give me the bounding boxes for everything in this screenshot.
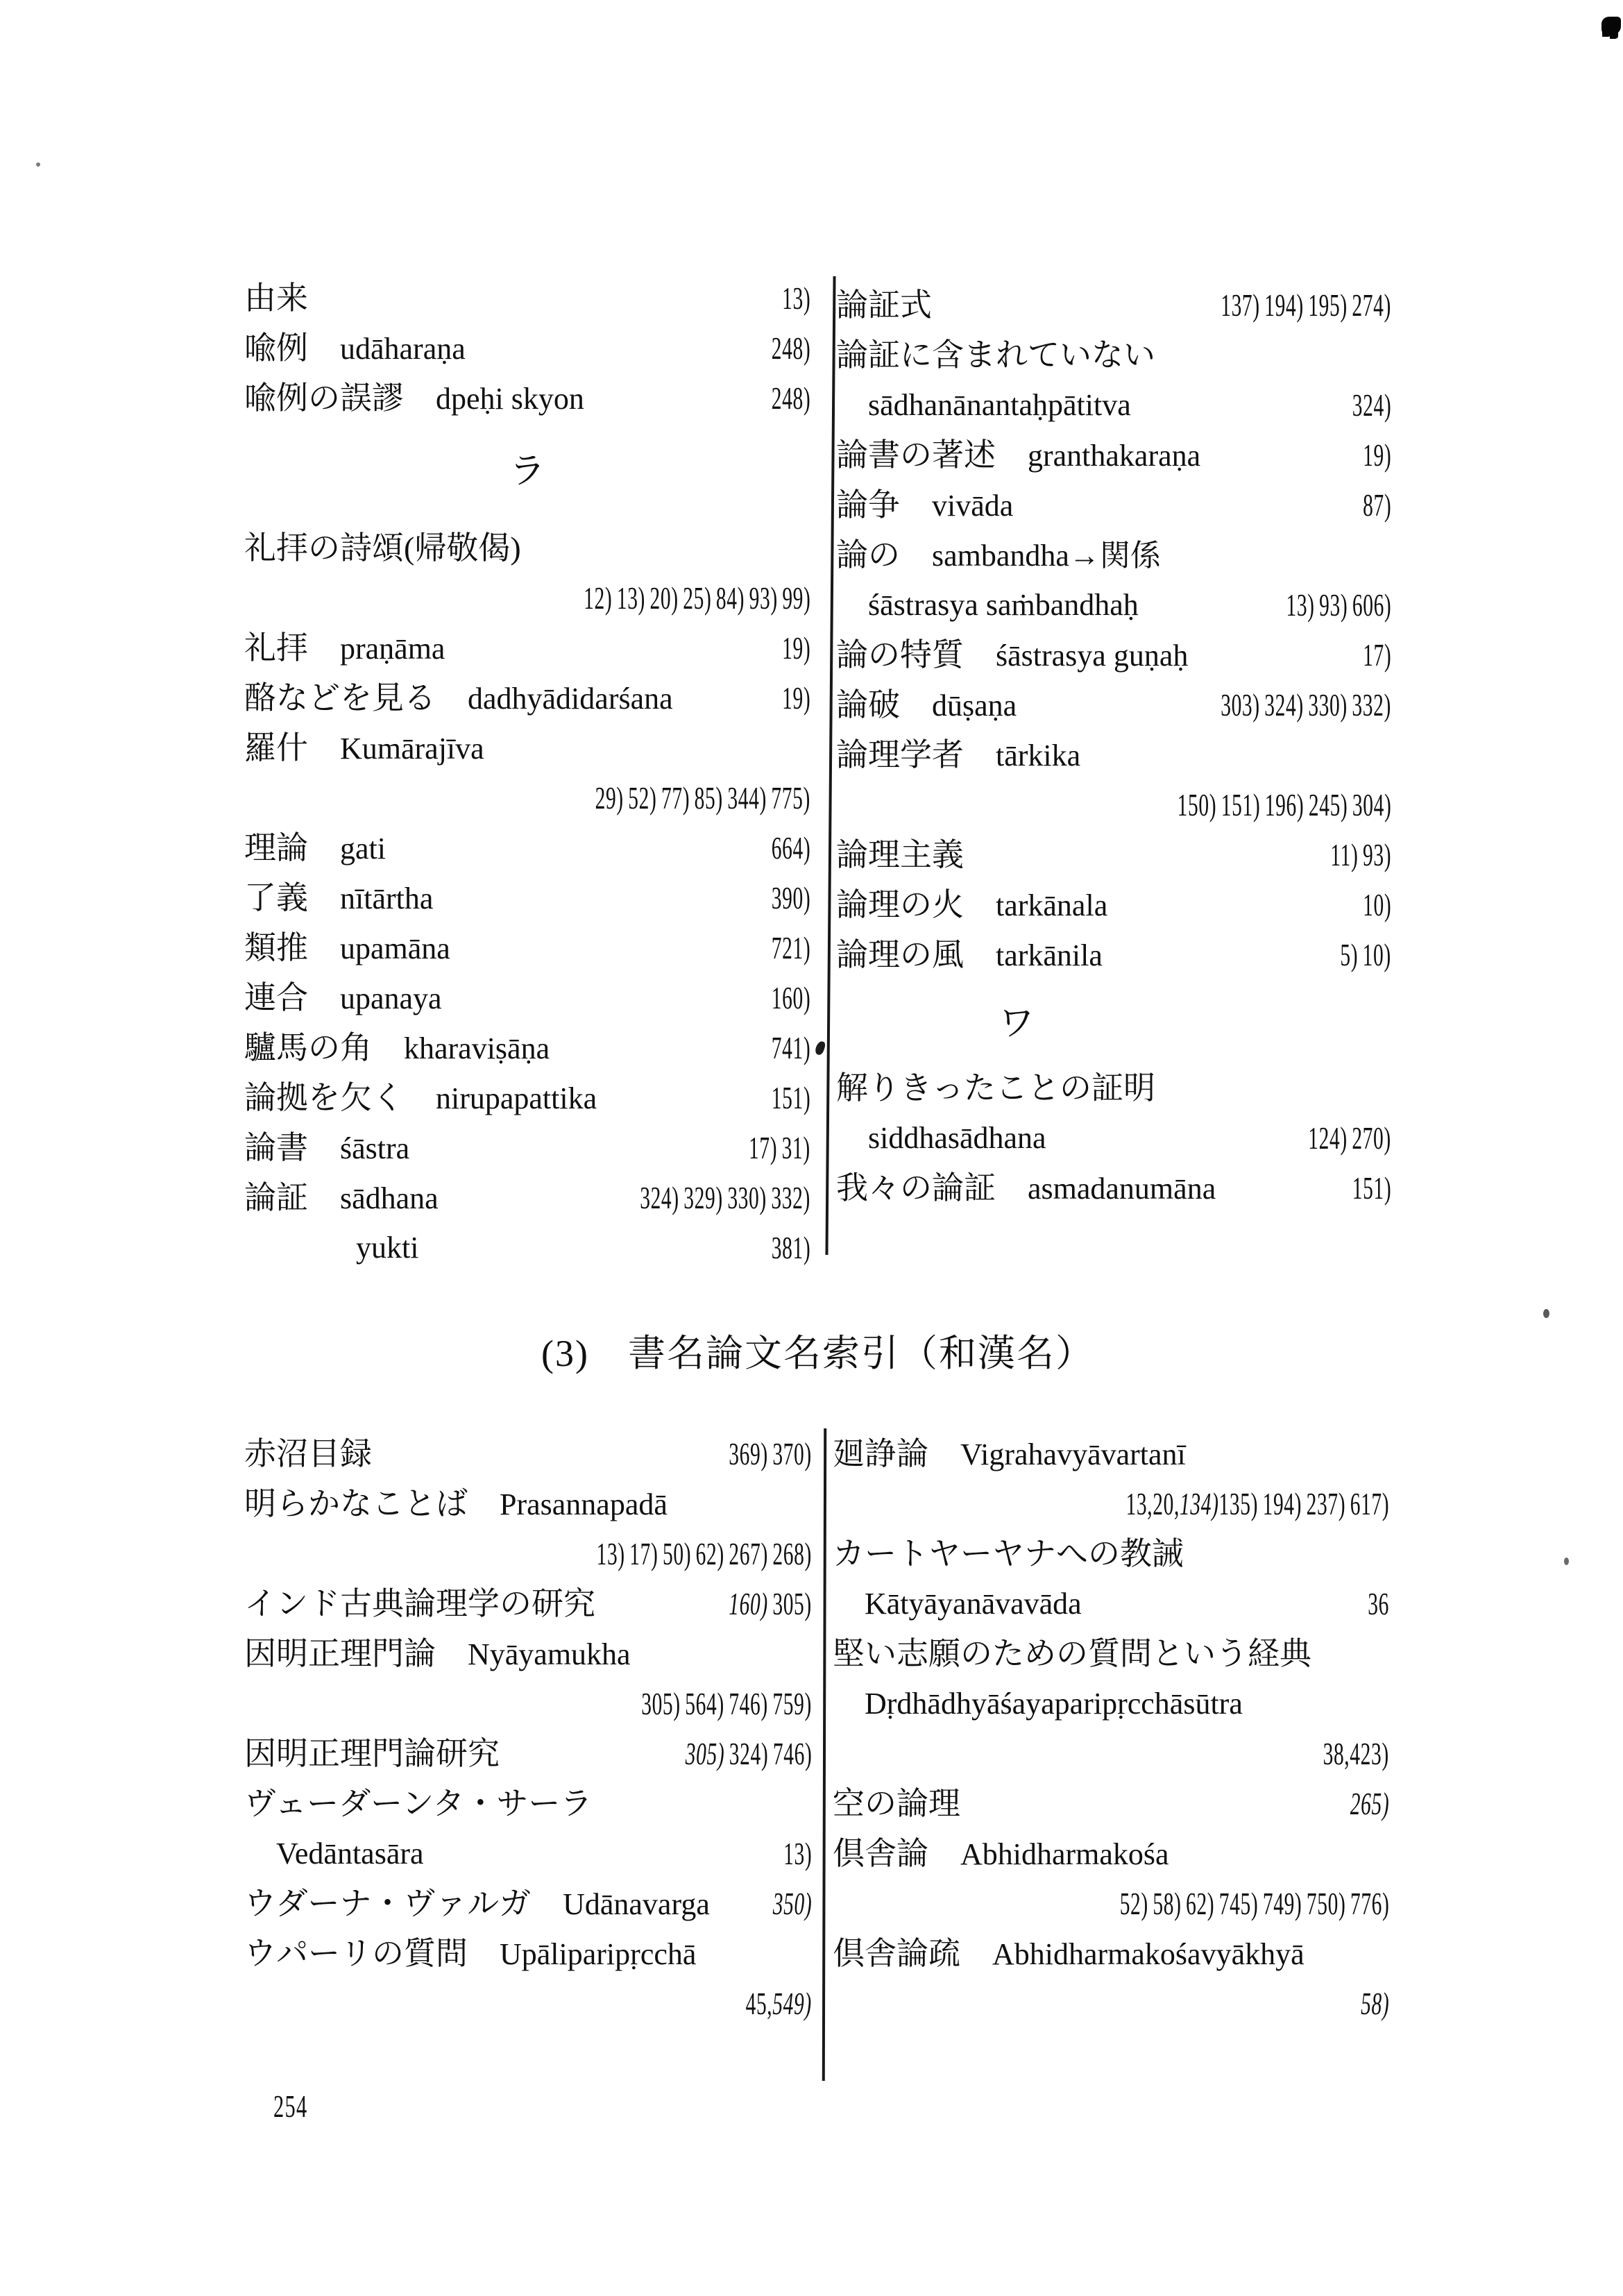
page-ref: 305) (767, 1586, 812, 1621)
entry-pages (1340, 930, 1391, 980)
index-entry-row (244, 1929, 812, 1979)
kana-section-label: ラ (509, 452, 545, 491)
kana-header-row (244, 447, 810, 497)
entry-pages (1363, 880, 1391, 930)
continuation-pages-row (244, 573, 810, 623)
entry-pages (782, 673, 810, 723)
entry-roman: asmadanumāna (1028, 1172, 1216, 1206)
entry-term: 堅い志願のための質問という経典 (833, 1636, 1311, 1671)
index-entry-row (833, 1529, 1389, 1579)
entry-term: 羅什 (244, 730, 308, 766)
index-entry-row (836, 930, 1391, 980)
index-entry-row (833, 1579, 1389, 1629)
entry-pages (771, 1223, 810, 1273)
entry-roman: sādhana (340, 1181, 439, 1215)
index-entry-row (836, 380, 1391, 430)
entry-term: 礼拝の詩頌(帰敬偈) (244, 530, 521, 566)
index-column-lower-left (244, 1429, 812, 2029)
entry-term: 論破 (836, 687, 900, 723)
entry-pages (1363, 430, 1391, 480)
index-entry-row (244, 1173, 810, 1223)
entry-term: 論理の火 (836, 887, 964, 922)
entry-term: 酪などを見る (244, 680, 436, 716)
entry-pages (771, 873, 810, 923)
entry-term: 解りきったことの証明 (836, 1070, 1155, 1106)
page-ref: 11) 93) (1330, 837, 1391, 872)
entry-term: 赤沼目録 (244, 1436, 372, 1471)
entry-roman: tarkānala (996, 888, 1108, 922)
entry-roman: Prasannapadā (500, 1487, 668, 1521)
entry-pages (1125, 1479, 1389, 1529)
entry-pages (746, 1979, 812, 2029)
kana-section-label: ワ (998, 1004, 1035, 1044)
entry-term: 論書の著述 (836, 437, 996, 473)
index-entry-row (836, 1113, 1391, 1163)
index-entry-row (244, 1223, 810, 1273)
page-ref: 52) 58) 62) 745) 749) 750) 776) (1119, 1886, 1389, 1921)
entry-roman: gati (340, 832, 386, 866)
entry-roman: nirupapattika (436, 1081, 597, 1115)
entry-roman: sambandha→関係 (932, 539, 1161, 573)
entry-pages (749, 1123, 810, 1173)
entry-roman: tārkika (996, 738, 1081, 773)
page-ref: 369) 370) (729, 1436, 812, 1471)
entry-pages (1330, 830, 1391, 880)
entry-term: 論の (836, 537, 900, 573)
entry-roman: Nyāyamukha (468, 1637, 631, 1671)
entry-pages (685, 1729, 812, 1779)
entry-term: 論証式 (836, 287, 932, 323)
entry-pages (1363, 630, 1391, 680)
entry-pages (1363, 480, 1391, 530)
entry-roman: śāstra (340, 1131, 410, 1165)
entry-pages (1350, 1779, 1389, 1829)
index-entry-row (244, 1123, 810, 1173)
entry-pages (771, 923, 810, 973)
page-ref: 381) (771, 1230, 810, 1265)
entry-pages (1352, 380, 1391, 430)
entry-term: インド古典論理学の研究 (244, 1586, 595, 1621)
entry-pages (1361, 1979, 1389, 2029)
entry-term: 喩例の誤謬 (244, 380, 404, 416)
entry-roman: upanaya (340, 981, 442, 1015)
entry-term: 論証 (244, 1180, 308, 1215)
index-entry-row (244, 523, 810, 573)
continuation-pages-row (833, 1979, 1389, 2029)
entry-roman: nītārtha (340, 881, 434, 915)
entry-pages (771, 973, 810, 1023)
ink-speck (36, 162, 40, 167)
entry-roman: Udānavarga (563, 1887, 710, 1921)
page-ref: 137) 194) 195) 274) (1221, 287, 1391, 323)
entry-term: 論争 (836, 487, 900, 523)
page-ref: 248) (771, 380, 810, 416)
entry-roman: granthakaraṇa (1028, 439, 1201, 473)
entry-roman: Vedāntasāra (276, 1837, 424, 1871)
page-ref: 13) 17) 50) 62) 267) 268) (596, 1536, 812, 1571)
page-ref: 29) 52) 77) 85) 344) 775) (595, 780, 810, 816)
ink-speck (1543, 1309, 1549, 1318)
index-entry-row (836, 830, 1391, 880)
index-entry-row (244, 923, 810, 973)
entry-roman: yukti (356, 1231, 419, 1265)
entry-term: 論の特質 (836, 637, 964, 673)
entry-term: 我々の論証 (836, 1170, 996, 1206)
entry-pages (1177, 780, 1391, 830)
index-entry-row (244, 1779, 812, 1829)
entry-term: 理論 (244, 830, 308, 866)
entry-term: 論理学者 (836, 737, 964, 773)
entry-roman: dadhyādidarśana (468, 682, 673, 716)
page-ref: 721) (771, 930, 810, 965)
entry-roman: Dṛdhādhyāśayaparipṛcchāsūtra (865, 1687, 1243, 1721)
page-ref: 248) (771, 330, 810, 366)
continuation-pages-row (244, 1679, 812, 1729)
entry-pages (783, 1829, 812, 1879)
index-column-upper-right (836, 280, 1391, 1213)
entry-pages (1352, 1163, 1391, 1213)
page-ref-italic: 58) (1360, 1986, 1389, 2021)
entry-term: ヴェーダーンタ・サーラ (244, 1786, 593, 1821)
continuation-pages-row (833, 1479, 1389, 1529)
entry-pages (772, 1879, 812, 1929)
page-ref: 17) (1362, 637, 1391, 673)
index-entry-row (244, 823, 810, 873)
entry-roman: tarkānila (996, 938, 1103, 972)
page-ref: 38,423) (1323, 1736, 1389, 1771)
entry-pages (1221, 280, 1391, 330)
page-ref: 150) 151) 196) 245) 304) (1177, 787, 1391, 822)
index-column-lower-right (833, 1429, 1389, 2029)
index-entry-row (836, 280, 1391, 330)
entry-pages (771, 373, 810, 423)
entry-roman: kharaviṣāṇa (404, 1031, 550, 1065)
page-ref: 36 (1368, 1586, 1389, 1621)
entry-roman: dūṣaṇa (932, 689, 1017, 723)
entry-term: ウパーリの質問 (244, 1936, 468, 1971)
entry-pages (1323, 1729, 1389, 1779)
entry-term: カートヤーヤナへの教誡 (833, 1536, 1184, 1571)
page-ref: 5) 10) (1340, 937, 1391, 972)
entry-roman: upamāna (340, 931, 450, 965)
entry-pages (597, 1529, 812, 1579)
index-entry-row (836, 680, 1391, 730)
entry-roman: sādhanānantaḥpātitva (868, 388, 1131, 422)
index-entry-row (244, 1023, 810, 1073)
page-ref: 324) (1352, 387, 1391, 423)
index-entry-row (244, 1629, 812, 1679)
index-entry-row (833, 1629, 1389, 1679)
page-ref: 13,20, (1125, 1486, 1180, 1521)
section-title-text: (3) 書名論文名索引（和漢名） (541, 1333, 1094, 1374)
page-ref: 19) (1362, 437, 1391, 473)
continuation-pages-row (244, 1979, 812, 2029)
index-entry-row (244, 1479, 812, 1529)
entry-pages (584, 573, 810, 623)
entry-roman: Abhidharmakośavyākhyā (992, 1937, 1305, 1971)
index-entry-row (244, 623, 810, 673)
page-ref: 45, (745, 1986, 773, 2021)
index-entry-row (833, 1929, 1389, 1979)
page-ref: 17) 31) (749, 1130, 810, 1165)
index-entry-row (836, 530, 1391, 580)
entry-roman: vivāda (932, 489, 1014, 523)
entry-pages (782, 623, 810, 673)
entry-pages (771, 323, 810, 373)
page-ref: 13) (783, 1836, 812, 1871)
page-number-text: 254 (273, 2088, 308, 2124)
page-ref-italic: 160) (729, 1586, 768, 1621)
continuation-pages-row (833, 1879, 1389, 1929)
page-ref-italic: 305) (685, 1736, 724, 1771)
index-entry-row (244, 873, 810, 923)
entry-roman: śāstrasya guṇaḥ (996, 639, 1189, 673)
page-ref: 13) 93) 606) (1286, 587, 1391, 623)
page-ref: 390) (771, 880, 810, 915)
entry-term: 因明正理門論 (244, 1636, 436, 1671)
column-divider-line (825, 276, 835, 1255)
index-entry-row (244, 323, 810, 373)
index-entry-row (244, 1829, 812, 1879)
page-ref: 160) (771, 980, 810, 1015)
page-ref: 324) 329) 330) 332) (640, 1180, 810, 1215)
entry-roman: udāharaṇa (340, 332, 466, 366)
page-number (273, 2089, 325, 2124)
entry-term: 礼拝 (244, 630, 308, 666)
continuation-pages-row (836, 780, 1391, 830)
index-entry-row (836, 1163, 1391, 1213)
entry-term: 由来 (244, 280, 308, 316)
entry-pages (595, 773, 810, 823)
index-entry-row (836, 430, 1391, 480)
index-entry-row (244, 1729, 812, 1779)
page-ref-italic: 350) (772, 1886, 812, 1921)
index-entry-row (836, 1063, 1391, 1113)
entry-pages (1308, 1113, 1391, 1163)
entry-term: 廻諍論 (833, 1436, 928, 1471)
page-ref: 19) (781, 630, 810, 666)
entry-pages (729, 1579, 812, 1629)
entry-pages (729, 1429, 812, 1479)
entry-term: 倶舎論 (833, 1836, 928, 1871)
page-ref: 151) (1352, 1170, 1391, 1206)
page-ref: 10) (1362, 887, 1391, 922)
page-ref: 19) (781, 680, 810, 716)
entry-term: 因明正理門論研究 (244, 1736, 500, 1771)
entry-roman: Upāliparipṛcchā (500, 1937, 697, 1971)
entry-roman: Abhidharmakośa (960, 1837, 1169, 1871)
page-ref: 87) (1362, 487, 1391, 523)
index-entry-row (244, 673, 810, 723)
entry-pages (1119, 1879, 1389, 1929)
section-title (244, 1328, 1391, 1378)
index-entry-row (836, 480, 1391, 530)
page-ref: 324) 746) (724, 1736, 812, 1771)
index-entry-row (833, 1779, 1389, 1829)
page-ref-italic: 549) (772, 1986, 812, 2021)
page-ref: 151) (771, 1080, 810, 1115)
entry-pages (641, 1679, 812, 1729)
page-ref: 664) (771, 830, 810, 866)
entry-term: 論理主義 (836, 837, 964, 872)
page-ref: 135) 194) 237) 617) (1218, 1486, 1389, 1521)
entry-term: 倶舎論疏 (833, 1936, 960, 1971)
kana-header-row (836, 999, 1391, 1049)
index-column-upper-left (244, 273, 810, 1273)
ink-speck (814, 1040, 826, 1056)
entry-roman: Vigrahavyāvartanī (960, 1437, 1186, 1471)
ink-blob (1601, 17, 1621, 35)
entry-term: 連合 (244, 980, 308, 1015)
entry-roman: dpeḥi skyon (436, 382, 584, 416)
index-entry-row (836, 630, 1391, 680)
index-entry-row (244, 1879, 812, 1929)
entry-pages (771, 823, 810, 873)
index-entry-row (244, 723, 810, 773)
entry-term: 論書 (244, 1130, 308, 1165)
entry-pages (771, 1073, 810, 1123)
page-ref-italic: 265) (1350, 1786, 1389, 1821)
entry-roman: Kumārajīva (340, 732, 484, 766)
index-entry-row (836, 730, 1391, 780)
page-ref: 124) 270) (1308, 1120, 1391, 1156)
entry-pages (1221, 680, 1391, 730)
continuation-pages-row (833, 1729, 1389, 1779)
index-entry-row (836, 580, 1391, 630)
index-entry-row (244, 1073, 810, 1123)
index-entry-row (244, 1579, 812, 1629)
entry-term: 空の論理 (833, 1786, 960, 1821)
entry-term: ウダーナ・ヴァルガ (244, 1886, 532, 1921)
entry-roman: praṇāma (340, 632, 445, 666)
entry-term: 論理の風 (836, 937, 964, 972)
entry-term: 了義 (244, 880, 308, 915)
entry-roman: Kātyāyanāvavāda (865, 1587, 1082, 1621)
entry-term: 類推 (244, 930, 308, 965)
index-entry-row (836, 330, 1391, 380)
continuation-pages-row (244, 1529, 812, 1579)
entry-term: 喩例 (244, 330, 308, 366)
entry-term: 明らかなことば (244, 1486, 468, 1521)
entry-pages (1368, 1579, 1389, 1629)
entry-pages (782, 273, 810, 323)
continuation-pages-row (244, 773, 810, 823)
page-ref: 12) 13) 20) 25) 84) 93) 99) (583, 580, 810, 616)
entry-pages (640, 1173, 810, 1223)
index-entry-row (833, 1679, 1389, 1729)
entry-pages (1286, 580, 1391, 630)
index-entry-row (244, 1429, 812, 1479)
entry-term: 驢馬の角 (244, 1030, 372, 1065)
entry-roman: siddhasādhana (868, 1121, 1046, 1155)
page-ref: 303) 324) 330) 332) (1221, 687, 1391, 723)
index-entry-row (244, 973, 810, 1023)
entry-term: 論拠を欠く (244, 1080, 404, 1115)
index-entry-row (833, 1829, 1389, 1879)
index-entry-row (244, 273, 810, 323)
index-entry-row (836, 880, 1391, 930)
index-entry-row (244, 373, 810, 423)
page-ref: 305) 564) 746) 759) (641, 1686, 812, 1721)
page-ref: 13) (781, 280, 810, 316)
entry-term: 論証に含まれていない (836, 337, 1155, 373)
entry-pages (771, 1023, 810, 1073)
entry-roman: śāstrasya saṁbandhaḥ (868, 588, 1139, 622)
ink-speck (1564, 1558, 1569, 1565)
column-divider-line (822, 1428, 826, 2081)
index-entry-row (833, 1429, 1389, 1479)
page-ref: 741) (771, 1030, 810, 1065)
page-ref-italic: 134) (1179, 1486, 1219, 1521)
